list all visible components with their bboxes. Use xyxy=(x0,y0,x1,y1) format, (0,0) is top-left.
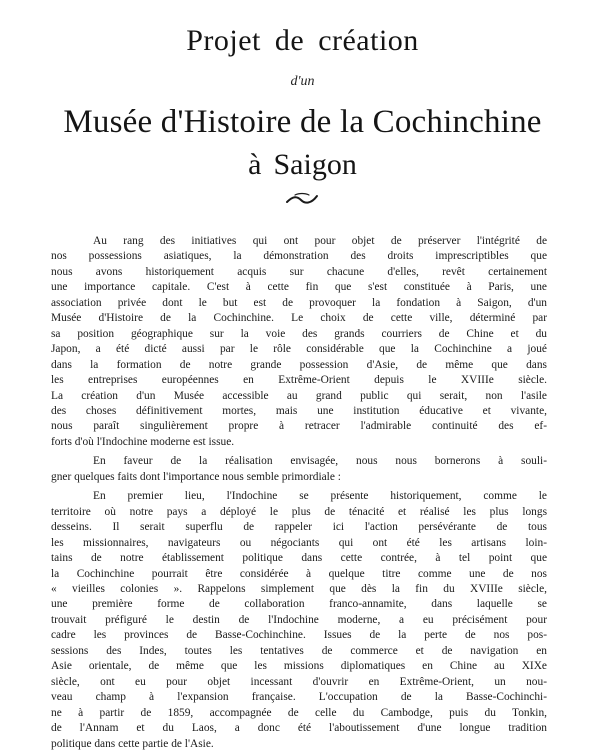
title-word-a: à xyxy=(248,148,262,181)
text-line: les entreprises européennes en Extrême-Orient depuis le XVIIIe siècle. xyxy=(51,374,547,387)
text-line: En faveur de la réalisation envisagée, nous nous bornerons à souli- xyxy=(93,455,547,468)
text-line: « vieilles colonies ». Rappelons simplement que dès la fin du XVIIIe siècle, xyxy=(51,582,547,595)
text-line: sessions des Indes, toutes les tentatives de commerce et de navigation en xyxy=(51,644,547,657)
title-word-de: de xyxy=(274,24,305,57)
title-line-4 xyxy=(0,148,605,182)
text-line: nous avons historiquement acquis sur chacune d'elles, revêt certainement xyxy=(51,265,547,278)
text-line: Asie orientale, de même que les missions diplomatiques en Chine au XIXe xyxy=(51,660,547,673)
text-line: gner quelques faits dont l'importance nous semble primordiale : xyxy=(51,470,341,483)
text-line: territoire où notre pays a déployé le plus de ténacité et réalisé les plus longs xyxy=(51,505,547,518)
text-line: Au rang des initiatives qui ont pour objet de préserver l'intégrité de xyxy=(93,235,547,247)
text-line: association privée dont le but est de provoquer la fondation à Saigon, d'un xyxy=(51,296,547,309)
title-line-2: d'un xyxy=(290,74,315,89)
text-line: trouvait préfiguré le destin de l'Indochine moderne, a eu précisément pour xyxy=(51,613,547,626)
text-line: tains de notre établissement politique dans cette contrée, à tel point que xyxy=(51,552,547,565)
paragraph-3 xyxy=(51,489,547,752)
text-line: En premier lieu, l'Indochine se présente historiquement, comme le xyxy=(93,490,547,503)
text-line: siècle, ont eu pour objet incessant d'ouvrir en Extrême-Orient, un nou- xyxy=(51,675,547,688)
text-line: dans la formation de notre grande possession d'Asie, de même que dans xyxy=(51,358,547,371)
text-line: les missionnaires, navigateurs ou négociants qui ont été les artisans loin- xyxy=(51,536,547,549)
title-line-1 xyxy=(0,24,605,58)
text-line: ne à partir de 1859, accompagnée de celle du Cambodge, puis du Tonkin, xyxy=(51,706,547,719)
title-word-creation: création xyxy=(318,24,419,57)
text-line: une première forme de collaboration franco-annamite, dans laquelle se xyxy=(51,598,547,611)
text-line: Musée d'Histoire de la Cochinchine. Le choix de cette ville, déterminé par xyxy=(51,312,547,325)
ornament-flourish-icon xyxy=(285,192,319,206)
text-line: cadre les provinces de Basse-Cochinchine. Issues de la perte de nos pos- xyxy=(51,629,547,642)
paragraph-1 xyxy=(51,234,547,450)
title-line-3: Musée d'Histoire de la Cochinchine xyxy=(63,104,542,140)
text-line: veau champ à l'expansion française. L'occupation de la Basse-Cochinchi- xyxy=(51,691,547,704)
text-line: Japon, a été dicté aussi par le rôle considérable que la Cochinchine a joué xyxy=(51,343,547,356)
title-word-projet: Projet xyxy=(186,24,261,57)
text-line: de l'Annam et du Laos, a donc été l'aboutissement d'une longue tradition xyxy=(51,722,547,735)
body-text xyxy=(51,234,547,752)
text-line: nos possessions asiatiques, la démonstration des droits imprescriptibles que xyxy=(51,250,547,263)
paragraph-2 xyxy=(51,454,547,485)
text-line: politique dans cette partie de l'Asie. xyxy=(51,737,214,750)
text-line: forts d'où l'Indochine moderne est issue. xyxy=(51,435,235,448)
text-line: La création d'un Musée accessible au grand public qui serait, non l'asile xyxy=(51,389,547,402)
text-line: desseins. Il serait superflu de rappeler ici l'action persévérante de tous xyxy=(51,521,547,534)
text-line: la Cochinchine pourrait être considérée à quelque titre comme une de nos xyxy=(51,567,547,580)
text-line: nous paraît singulièrement propre à retracer l'admirable continuité des ef- xyxy=(51,420,547,433)
text-line: une importance capitale. C'est à cette fin que s'est constituée à Paris, une xyxy=(51,281,547,294)
text-line: sa position géographique sur la voie des grands courriers de Chine et du xyxy=(51,327,547,340)
title-word-saigon: Saigon xyxy=(273,148,357,181)
text-line: des choses définitivement mortes, mais une institution éducative et vivante, xyxy=(51,404,547,417)
